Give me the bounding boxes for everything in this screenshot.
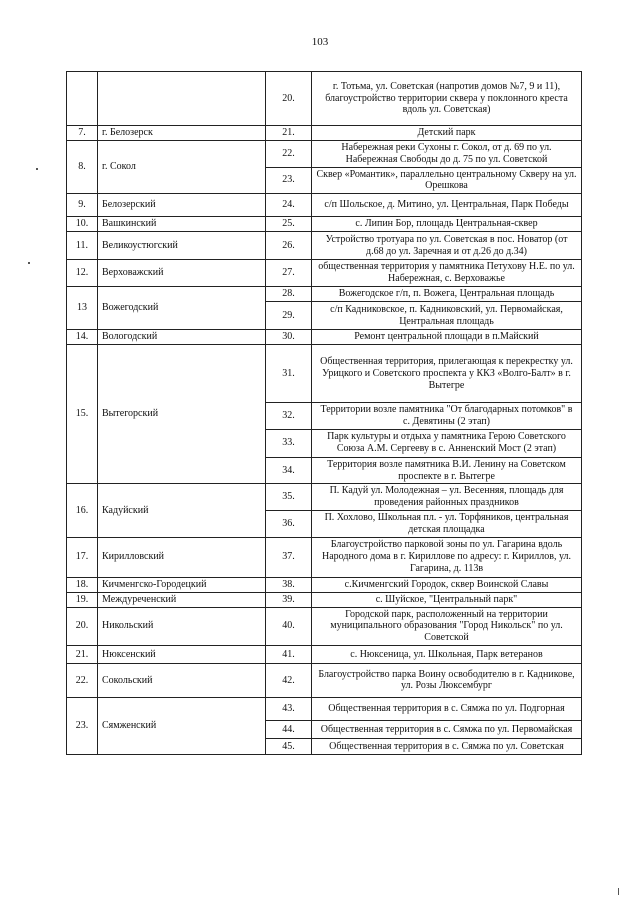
- table-row: [67, 232, 582, 260]
- row-number-cell: 22.: [67, 663, 98, 697]
- district-cell: Междуреченский: [98, 592, 266, 607]
- object-description-cell: Вожегодское г/п, п. Вожега, Центральная площадь: [312, 287, 582, 302]
- district-cell: Верховажский: [98, 260, 266, 287]
- district-cell: Кирилловский: [98, 537, 266, 577]
- district-cell: Кадуйский: [98, 484, 266, 537]
- row-number-cell: 7.: [67, 126, 98, 141]
- scan-mark: [28, 262, 30, 264]
- district-cell: Сямженский: [98, 697, 266, 754]
- object-number-cell: 29.: [266, 302, 312, 330]
- object-number-cell: 37.: [266, 537, 312, 577]
- object-number-cell: 32.: [266, 403, 312, 430]
- row-number-cell: [67, 72, 98, 126]
- object-number-cell: 40.: [266, 607, 312, 645]
- row-number-cell: 11.: [67, 232, 98, 260]
- scan-mark: [618, 888, 619, 895]
- object-description-cell: Общественная территория, прилегающая к перекрестку ул. Урицкого и Советского проспекта у ККЗ «Волго-Балт» в г. Вытегре: [312, 345, 582, 403]
- table-row: [67, 345, 582, 403]
- object-description-cell: Территории возле памятника "От благодарных потомков" в с. Девятины (2 этап): [312, 403, 582, 430]
- district-cell: Вологодский: [98, 330, 266, 345]
- object-number-cell: 34.: [266, 457, 312, 484]
- object-description-cell: Набережная реки Сухоны г. Сокол, от д. 69 по ул. Набережная Свободы до д. 75 по ул. Советской: [312, 141, 582, 168]
- object-description-cell: Общественная территория в с. Сямжа по ул. Первомайская: [312, 720, 582, 738]
- object-description-cell: с/п Шольское, д. Митино, ул. Центральная, Парк Победы: [312, 194, 582, 217]
- object-number-cell: 36.: [266, 510, 312, 537]
- row-number-cell: 9.: [67, 194, 98, 217]
- object-description-cell: с. Липин Бор, площадь Центральная-сквер: [312, 217, 582, 232]
- table-row: [67, 217, 582, 232]
- table-row: [67, 537, 582, 577]
- district-cell: Вытегорский: [98, 345, 266, 484]
- row-number-cell: 23.: [67, 697, 98, 754]
- object-description-cell: общественная территория у памятника Петухову Н.Е. по ул. Набережная, с. Верховажье: [312, 260, 582, 287]
- district-cell: Сокольский: [98, 663, 266, 697]
- object-number-cell: 42.: [266, 663, 312, 697]
- row-number-cell: 15.: [67, 345, 98, 484]
- row-number-cell: 10.: [67, 217, 98, 232]
- object-description-cell: П. Кадуй ул. Молодежная – ул. Весенняя, площадь для проведения районных праздников: [312, 484, 582, 511]
- table-row: [67, 141, 582, 168]
- object-number-cell: 39.: [266, 592, 312, 607]
- table-row: [67, 645, 582, 663]
- object-number-cell: 30.: [266, 330, 312, 345]
- object-description-cell: Городской парк, расположенный на территории муниципального образования "Город Никольск" по ул. Советской: [312, 607, 582, 645]
- object-description-cell: Общественная территория в с. Сямжа по ул. Советская: [312, 738, 582, 754]
- table-row: [67, 260, 582, 287]
- object-description-cell: с. Нюксеница, ул. Школьная, Парк ветеранов: [312, 645, 582, 663]
- row-number-cell: 21.: [67, 645, 98, 663]
- object-number-cell: 45.: [266, 738, 312, 754]
- row-number-cell: 13: [67, 287, 98, 330]
- object-description-cell: Общественная территория в с. Сямжа по ул. Подгорная: [312, 697, 582, 720]
- district-cell: Вашкинский: [98, 217, 266, 232]
- object-number-cell: 25.: [266, 217, 312, 232]
- object-number-cell: 35.: [266, 484, 312, 511]
- row-number-cell: 17.: [67, 537, 98, 577]
- district-cell: Белозерский: [98, 194, 266, 217]
- object-number-cell: 43.: [266, 697, 312, 720]
- object-number-cell: 20.: [266, 72, 312, 126]
- table-row: [67, 126, 582, 141]
- table-row: [67, 577, 582, 592]
- table-row: [67, 592, 582, 607]
- object-number-cell: 31.: [266, 345, 312, 403]
- object-description-cell: Устройство тротуара по ул. Советская в пос. Новатор (от д.68 до ул. Заречная и от д.26 до д.34): [312, 232, 582, 260]
- row-number-cell: 18.: [67, 577, 98, 592]
- district-cell: Кичменгско-Городецкий: [98, 577, 266, 592]
- district-cell: Великоустюгский: [98, 232, 266, 260]
- table-row: [67, 663, 582, 697]
- object-description-cell: с/п Кадниковское, п. Кадниковский, ул. Первомайская, Центральная площадь: [312, 302, 582, 330]
- object-description-cell: Ремонт центральной площади в п.Майский: [312, 330, 582, 345]
- table-row: [67, 607, 582, 645]
- object-number-cell: 22.: [266, 141, 312, 168]
- scan-mark: [36, 168, 38, 170]
- district-cell: Нюксенский: [98, 645, 266, 663]
- row-number-cell: 8.: [67, 141, 98, 194]
- object-number-cell: 21.: [266, 126, 312, 141]
- row-number-cell: 14.: [67, 330, 98, 345]
- table-row: [67, 72, 582, 126]
- object-number-cell: 41.: [266, 645, 312, 663]
- table-row: [67, 194, 582, 217]
- object-description-cell: Территория возле памятника В.И. Ленину на Советском проспекте в г. Вытегре: [312, 457, 582, 484]
- page-number: 103: [311, 36, 329, 48]
- district-cell: г. Белозерск: [98, 126, 266, 141]
- object-number-cell: 23.: [266, 167, 312, 194]
- table-row: [67, 697, 582, 720]
- object-description-cell: г. Тотьма, ул. Советская (напротив домов №7, 9 и 11), благоустройство территории сквера у поклонного креста вдоль ул. Советская): [312, 72, 582, 126]
- table-row: [67, 484, 582, 511]
- object-description-cell: Благоустройство парковой зоны по ул. Гагарина вдоль Народного дома в г. Кириллове по адресу: г. Кириллов, ул. Гагарина, д. 113в: [312, 537, 582, 577]
- object-description-cell: с.Кичменгский Городок, сквер Воинской Славы: [312, 577, 582, 592]
- object-number-cell: 38.: [266, 577, 312, 592]
- row-number-cell: 12.: [67, 260, 98, 287]
- district-cell: г. Сокол: [98, 141, 266, 194]
- object-number-cell: 24.: [266, 194, 312, 217]
- object-description-cell: Детский парк: [312, 126, 582, 141]
- object-number-cell: 26.: [266, 232, 312, 260]
- object-number-cell: 44.: [266, 720, 312, 738]
- row-number-cell: 16.: [67, 484, 98, 537]
- object-description-cell: Сквер «Романтик», параллельно центральному Скверу на ул. Орешкова: [312, 167, 582, 194]
- district-cell: Вожегодский: [98, 287, 266, 330]
- object-number-cell: 28.: [266, 287, 312, 302]
- object-number-cell: 27.: [266, 260, 312, 287]
- district-cell: Никольский: [98, 607, 266, 645]
- row-number-cell: 20.: [67, 607, 98, 645]
- district-cell: [98, 72, 266, 126]
- row-number-cell: 19.: [67, 592, 98, 607]
- object-description-cell: с. Шуйское, "Центральный парк": [312, 592, 582, 607]
- objects-table: [66, 71, 582, 755]
- object-description-cell: П. Хохлово, Школьная пл. - ул. Торфяников, центральная детская площадка: [312, 510, 582, 537]
- object-number-cell: 33.: [266, 429, 312, 457]
- table-row: [67, 287, 582, 302]
- object-description-cell: Благоустройство парка Воину освободителю в г. Кадникове, ул. Розы Люксембург: [312, 663, 582, 697]
- object-description-cell: Парк культуры и отдыха у памятника Герою Советского Союза А.М. Сергееву в с. Анненский Мост (2 этап): [312, 429, 582, 457]
- table-row: [67, 330, 582, 345]
